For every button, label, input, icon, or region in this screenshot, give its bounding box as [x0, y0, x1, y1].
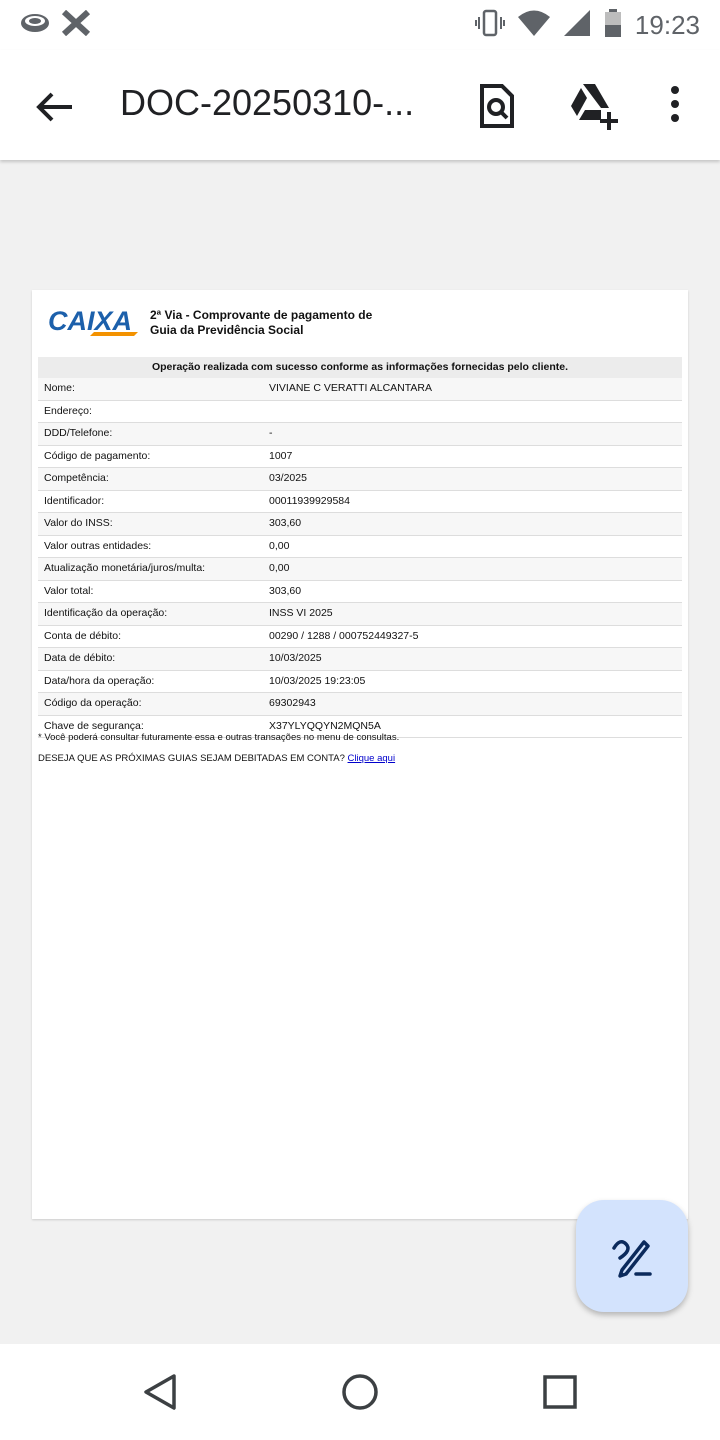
- row-value: 00290 / 1288 / 000752449327-5: [269, 629, 419, 642]
- nav-home-icon: [340, 1372, 380, 1412]
- battery-icon: [603, 8, 623, 43]
- drive-add-icon: [565, 80, 621, 132]
- nav-recent-icon: [540, 1372, 580, 1412]
- sign-edit-fab[interactable]: [576, 1200, 688, 1312]
- table-row: [38, 671, 682, 694]
- row-label: Identificação da operação:: [44, 607, 168, 619]
- table-row: [38, 423, 682, 446]
- document-search-icon: [470, 80, 522, 132]
- table-row: [38, 581, 682, 604]
- app-bar: [0, 50, 720, 160]
- table-row: [38, 446, 682, 469]
- row-label: Endereço:: [44, 404, 92, 417]
- row-value: VIVIANE C VERATTI ALCANTARA: [269, 382, 432, 394]
- row-label: Atualização monetária/juros/multa:: [44, 562, 206, 574]
- row-value: 303,60: [269, 584, 302, 597]
- navigation-bar: [0, 1344, 720, 1440]
- x-icon: [62, 10, 90, 41]
- consultation-note: * Você poderá consultar futuramente essa e outras transações no menu de consultas.: [38, 732, 400, 743]
- row-label: Código da operação:: [44, 697, 142, 709]
- row-value: 0,00: [269, 562, 290, 574]
- auto-debit-text: DESEJA QUE AS PRÓXIMAS GUIAS SEJAM DEBITADAS EM CONTA?: [38, 753, 345, 764]
- table-row: [38, 513, 682, 536]
- wifi-icon: [517, 8, 551, 43]
- back-button[interactable]: [30, 82, 80, 132]
- row-value: 10/03/2025 19:23:05: [269, 674, 366, 687]
- success-message: Operação realizada com sucesso conforme as informações fornecidas pelo cliente.: [38, 357, 682, 378]
- table-row: [38, 378, 682, 401]
- receipt-title-line1: 2ª Via - Comprovante de pagamento de: [150, 308, 373, 322]
- row-label: Código de pagamento:: [44, 449, 151, 462]
- table-row: [38, 648, 682, 671]
- receipt-title: [150, 308, 372, 338]
- caixa-logo: [38, 308, 142, 338]
- more-options-button[interactable]: [655, 80, 695, 132]
- document-title: DOC-20250310-...: [120, 82, 415, 123]
- add-to-drive-button[interactable]: [565, 80, 621, 132]
- status-bar-left: [20, 10, 90, 41]
- nav-home-button[interactable]: [340, 1372, 380, 1412]
- row-value: 69302943: [269, 697, 316, 709]
- table-row: [38, 468, 682, 491]
- row-label: Valor total:: [44, 584, 94, 597]
- row-label: Chave de segurança:: [44, 719, 144, 732]
- row-label: DDD/Telefone:: [44, 427, 113, 439]
- table-row: [38, 693, 682, 716]
- row-label: Competência:: [44, 472, 109, 484]
- row-value: 10/03/2025: [269, 652, 322, 664]
- status-bar-right: [475, 8, 700, 43]
- table-row: [38, 491, 682, 514]
- table-row: [38, 536, 682, 559]
- document-page: [32, 290, 688, 1219]
- back-arrow-icon: [30, 82, 80, 132]
- auto-debit-question: [38, 753, 395, 764]
- table-row: [38, 603, 682, 626]
- row-label: Valor outras entidades:: [44, 539, 152, 552]
- search-in-document-button[interactable]: [470, 80, 522, 132]
- svg-text:CAIXA: CAIXA: [47, 308, 133, 336]
- table-row: [38, 626, 682, 649]
- row-label: Identificador:: [44, 494, 105, 507]
- row-value: 1007: [269, 449, 293, 462]
- edit-sign-icon: [610, 1234, 654, 1278]
- row-value: X37YLYQQYN2MQN5A: [269, 719, 381, 732]
- row-label: Conta de débito:: [44, 629, 122, 642]
- receipt-table: [38, 378, 682, 738]
- row-value: -: [269, 427, 273, 439]
- nav-back-icon: [140, 1372, 180, 1412]
- status-bar: [0, 0, 720, 50]
- row-value: 0,00: [269, 539, 290, 552]
- nav-back-button[interactable]: [140, 1372, 180, 1412]
- nav-recent-button[interactable]: [540, 1372, 580, 1412]
- row-value: 303,60: [269, 517, 302, 529]
- row-value: 03/2025: [269, 472, 307, 484]
- receipt-title-line2: Guia da Previdência Social: [150, 323, 304, 337]
- table-row: [38, 401, 682, 424]
- eye-icon: [20, 10, 50, 41]
- table-row: [38, 558, 682, 581]
- row-label: Nome:: [44, 382, 75, 394]
- status-time: 19:23: [634, 10, 700, 40]
- row-value: 00011939929584: [269, 494, 350, 507]
- row-label: Valor do INSS:: [44, 517, 113, 529]
- row-value: INSS VI 2025: [269, 607, 333, 619]
- row-label: Data de débito:: [44, 652, 116, 664]
- vibrate-icon: [475, 8, 505, 43]
- click-here-link[interactable]: Clique aqui: [347, 753, 396, 764]
- signal-icon: [563, 8, 591, 43]
- row-label: Data/hora da operação:: [44, 674, 155, 687]
- more-vert-icon: [655, 80, 695, 132]
